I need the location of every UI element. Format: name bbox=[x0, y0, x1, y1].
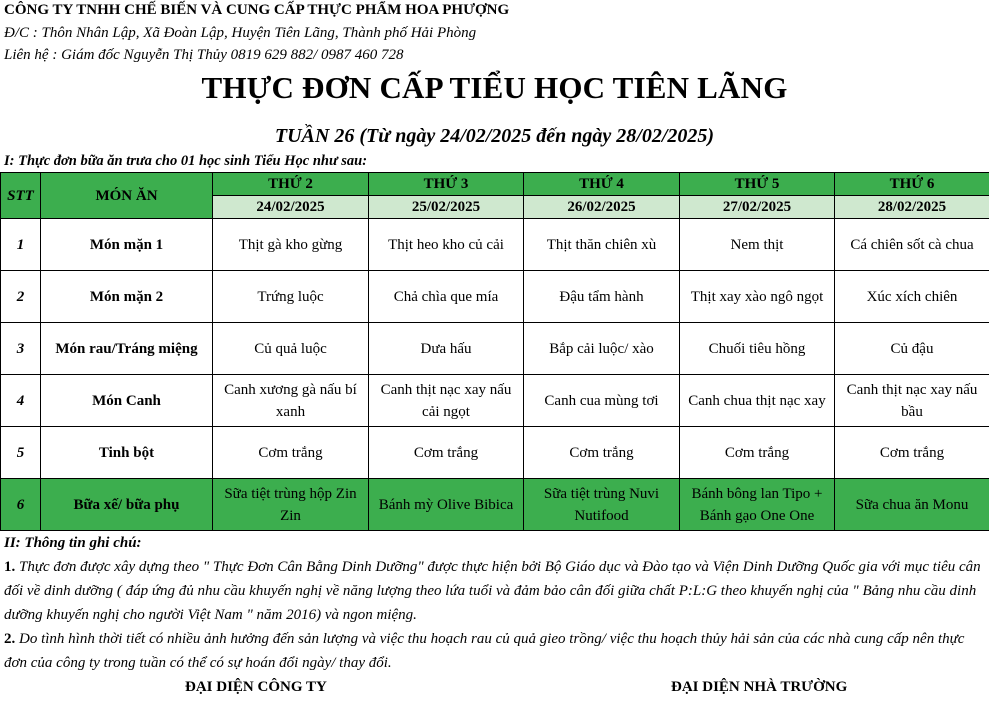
menu-cell: Canh xương gà nấu bí xanh bbox=[213, 375, 369, 427]
dish-name: Món rau/Tráng miệng bbox=[41, 323, 213, 375]
menu-cell: Thịt gà kho gừng bbox=[213, 219, 369, 271]
table-row bbox=[1, 375, 989, 427]
page-title: THỰC ĐƠN CẤP TIỂU HỌC TIÊN LÃNG bbox=[201, 70, 788, 105]
menu-cell: Thịt thăn chiên xù bbox=[524, 219, 680, 271]
date-fri: 28/02/2025 bbox=[835, 196, 989, 219]
company-name: CÔNG TY TNHH CHẾ BIẾN VÀ CUNG CẤP THỰC PHẨM HOA PHƯỢNG bbox=[4, 2, 510, 18]
table-row bbox=[1, 219, 989, 271]
menu-cell: Củ đậu bbox=[835, 323, 989, 375]
menu-table bbox=[0, 172, 989, 531]
stt-header: STT bbox=[1, 173, 41, 219]
date-tue: 25/02/2025 bbox=[369, 196, 524, 219]
note-2-text: Do tình hình thời tiết có nhiều ảnh hưởng đến sản lượng và việc thu hoạch rau củ quả gieo trồng/ việc thu hoạch thủy hải sản của các nhà cung cấp nên thực đơn của công ty trong tuần có thể có sự hoán đổi ngày/ thay đổi. bbox=[4, 631, 965, 671]
menu-cell: Trứng luộc bbox=[213, 271, 369, 323]
row-number: 1 bbox=[1, 219, 41, 271]
menu-cell: Cơm trắng bbox=[213, 427, 369, 479]
menu-cell: Xúc xích chiên bbox=[835, 271, 989, 323]
day-header-thu: THỨ 5 bbox=[680, 173, 835, 196]
menu-cell: Thịt xay xào ngô ngọt bbox=[680, 271, 835, 323]
row-number: 5 bbox=[1, 427, 41, 479]
menu-cell: Sữa tiệt trùng hộp Zin Zin bbox=[213, 479, 369, 531]
day-header-tue: THỨ 3 bbox=[369, 173, 524, 196]
note-2-number: 2. bbox=[4, 631, 16, 647]
company-address: Đ/C : Thôn Nhân Lập, Xã Đoàn Lập, Huyện Tiên Lãng, Thành phố Hải Phòng bbox=[4, 25, 477, 41]
dish-name: Món Canh bbox=[41, 375, 213, 427]
menu-cell: Canh cua mùng tơi bbox=[524, 375, 680, 427]
table-row-snack bbox=[1, 479, 989, 531]
row-number: 6 bbox=[1, 479, 41, 531]
table-row bbox=[1, 427, 989, 479]
menu-cell: Nem thịt bbox=[680, 219, 835, 271]
menu-cell: Bắp cải luộc/ xào bbox=[524, 323, 680, 375]
note-2 bbox=[4, 627, 986, 675]
dish-header: MÓN ĂN bbox=[41, 173, 213, 219]
menu-cell: Cơm trắng bbox=[835, 427, 989, 479]
menu-cell: Canh thịt nạc xay nấu cải ngọt bbox=[369, 375, 524, 427]
dish-name: Bữa xế/ bữa phụ bbox=[41, 479, 213, 531]
signature-school: ĐẠI DIỆN NHÀ TRƯỜNG bbox=[671, 679, 848, 695]
menu-cell: Cơm trắng bbox=[680, 427, 835, 479]
menu-cell: Cơm trắng bbox=[524, 427, 680, 479]
date-thu: 27/02/2025 bbox=[680, 196, 835, 219]
note-1 bbox=[4, 555, 986, 627]
date-wed: 26/02/2025 bbox=[524, 196, 680, 219]
day-header-fri: THỨ 6 bbox=[835, 173, 989, 196]
menu-cell: Sữa tiệt trùng Nuvi Nutifood bbox=[524, 479, 680, 531]
day-header-mon: THỨ 2 bbox=[213, 173, 369, 196]
menu-cell: Bánh mỳ Olive Bibica bbox=[369, 479, 524, 531]
menu-cell: Chả chìa que mía bbox=[369, 271, 524, 323]
row-number: 2 bbox=[1, 271, 41, 323]
menu-cell: Cơm trắng bbox=[369, 427, 524, 479]
signature-company: ĐẠI DIỆN CÔNG TY bbox=[185, 679, 327, 695]
menu-cell: Dưa hấu bbox=[369, 323, 524, 375]
row-number: 3 bbox=[1, 323, 41, 375]
note-1-text: Thực đơn được xây dựng theo " Thực Đơn Cân Bằng Dinh Dưỡng" được thực hiện bởi Bộ Giáo dục và Đào tạo và Viện Dinh Dưỡng Quốc gia với mục tiêu cân đối về dinh dưỡng ( đáp ứng đủ nhu cầu khuyến nghị về năng lượng theo lứa tuổi và đảm bảo cân đối giữa chất P:L:G theo khuyến nghị của " Bảng nhu cầu dinh dưỡng khuyến nghị cho người Việt Nam " năm 2016) và ngon miệng. bbox=[4, 559, 981, 623]
menu-cell: Chuối tiêu hồng bbox=[680, 323, 835, 375]
dish-name: Món mặn 2 bbox=[41, 271, 213, 323]
menu-cell: Đậu tẩm hành bbox=[524, 271, 680, 323]
week-range: TUẦN 26 (Từ ngày 24/02/2025 đến ngày 28/02/2025) bbox=[274, 125, 715, 147]
dish-name: Món mặn 1 bbox=[41, 219, 213, 271]
dish-name: Tinh bột bbox=[41, 427, 213, 479]
row-number: 4 bbox=[1, 375, 41, 427]
menu-cell: Canh thịt nạc xay nấu bầu bbox=[835, 375, 989, 427]
day-header-wed: THỨ 4 bbox=[524, 173, 680, 196]
notes-heading: II: Thông tin ghi chú: bbox=[4, 535, 142, 551]
notes-section bbox=[4, 531, 986, 675]
note-1-number: 1. bbox=[4, 559, 16, 575]
menu-cell: Canh chua thịt nạc xay bbox=[680, 375, 835, 427]
table-row bbox=[1, 271, 989, 323]
menu-cell: Thịt heo kho củ cải bbox=[369, 219, 524, 271]
date-mon: 24/02/2025 bbox=[213, 196, 369, 219]
menu-cell: Sữa chua ăn Monu bbox=[835, 479, 989, 531]
table-row bbox=[1, 323, 989, 375]
section-1-heading: I: Thực đơn bữa ăn trưa cho 01 học sinh Tiểu Học như sau: bbox=[4, 153, 368, 169]
menu-cell: Cá chiên sốt cà chua bbox=[835, 219, 989, 271]
menu-cell: Củ quả luộc bbox=[213, 323, 369, 375]
menu-cell: Bánh bông lan Tipo + Bánh gạo One One bbox=[680, 479, 835, 531]
company-contact: Liên hệ : Giám đốc Nguyễn Thị Thủy 0819 629 882/ 0987 460 728 bbox=[4, 47, 404, 63]
